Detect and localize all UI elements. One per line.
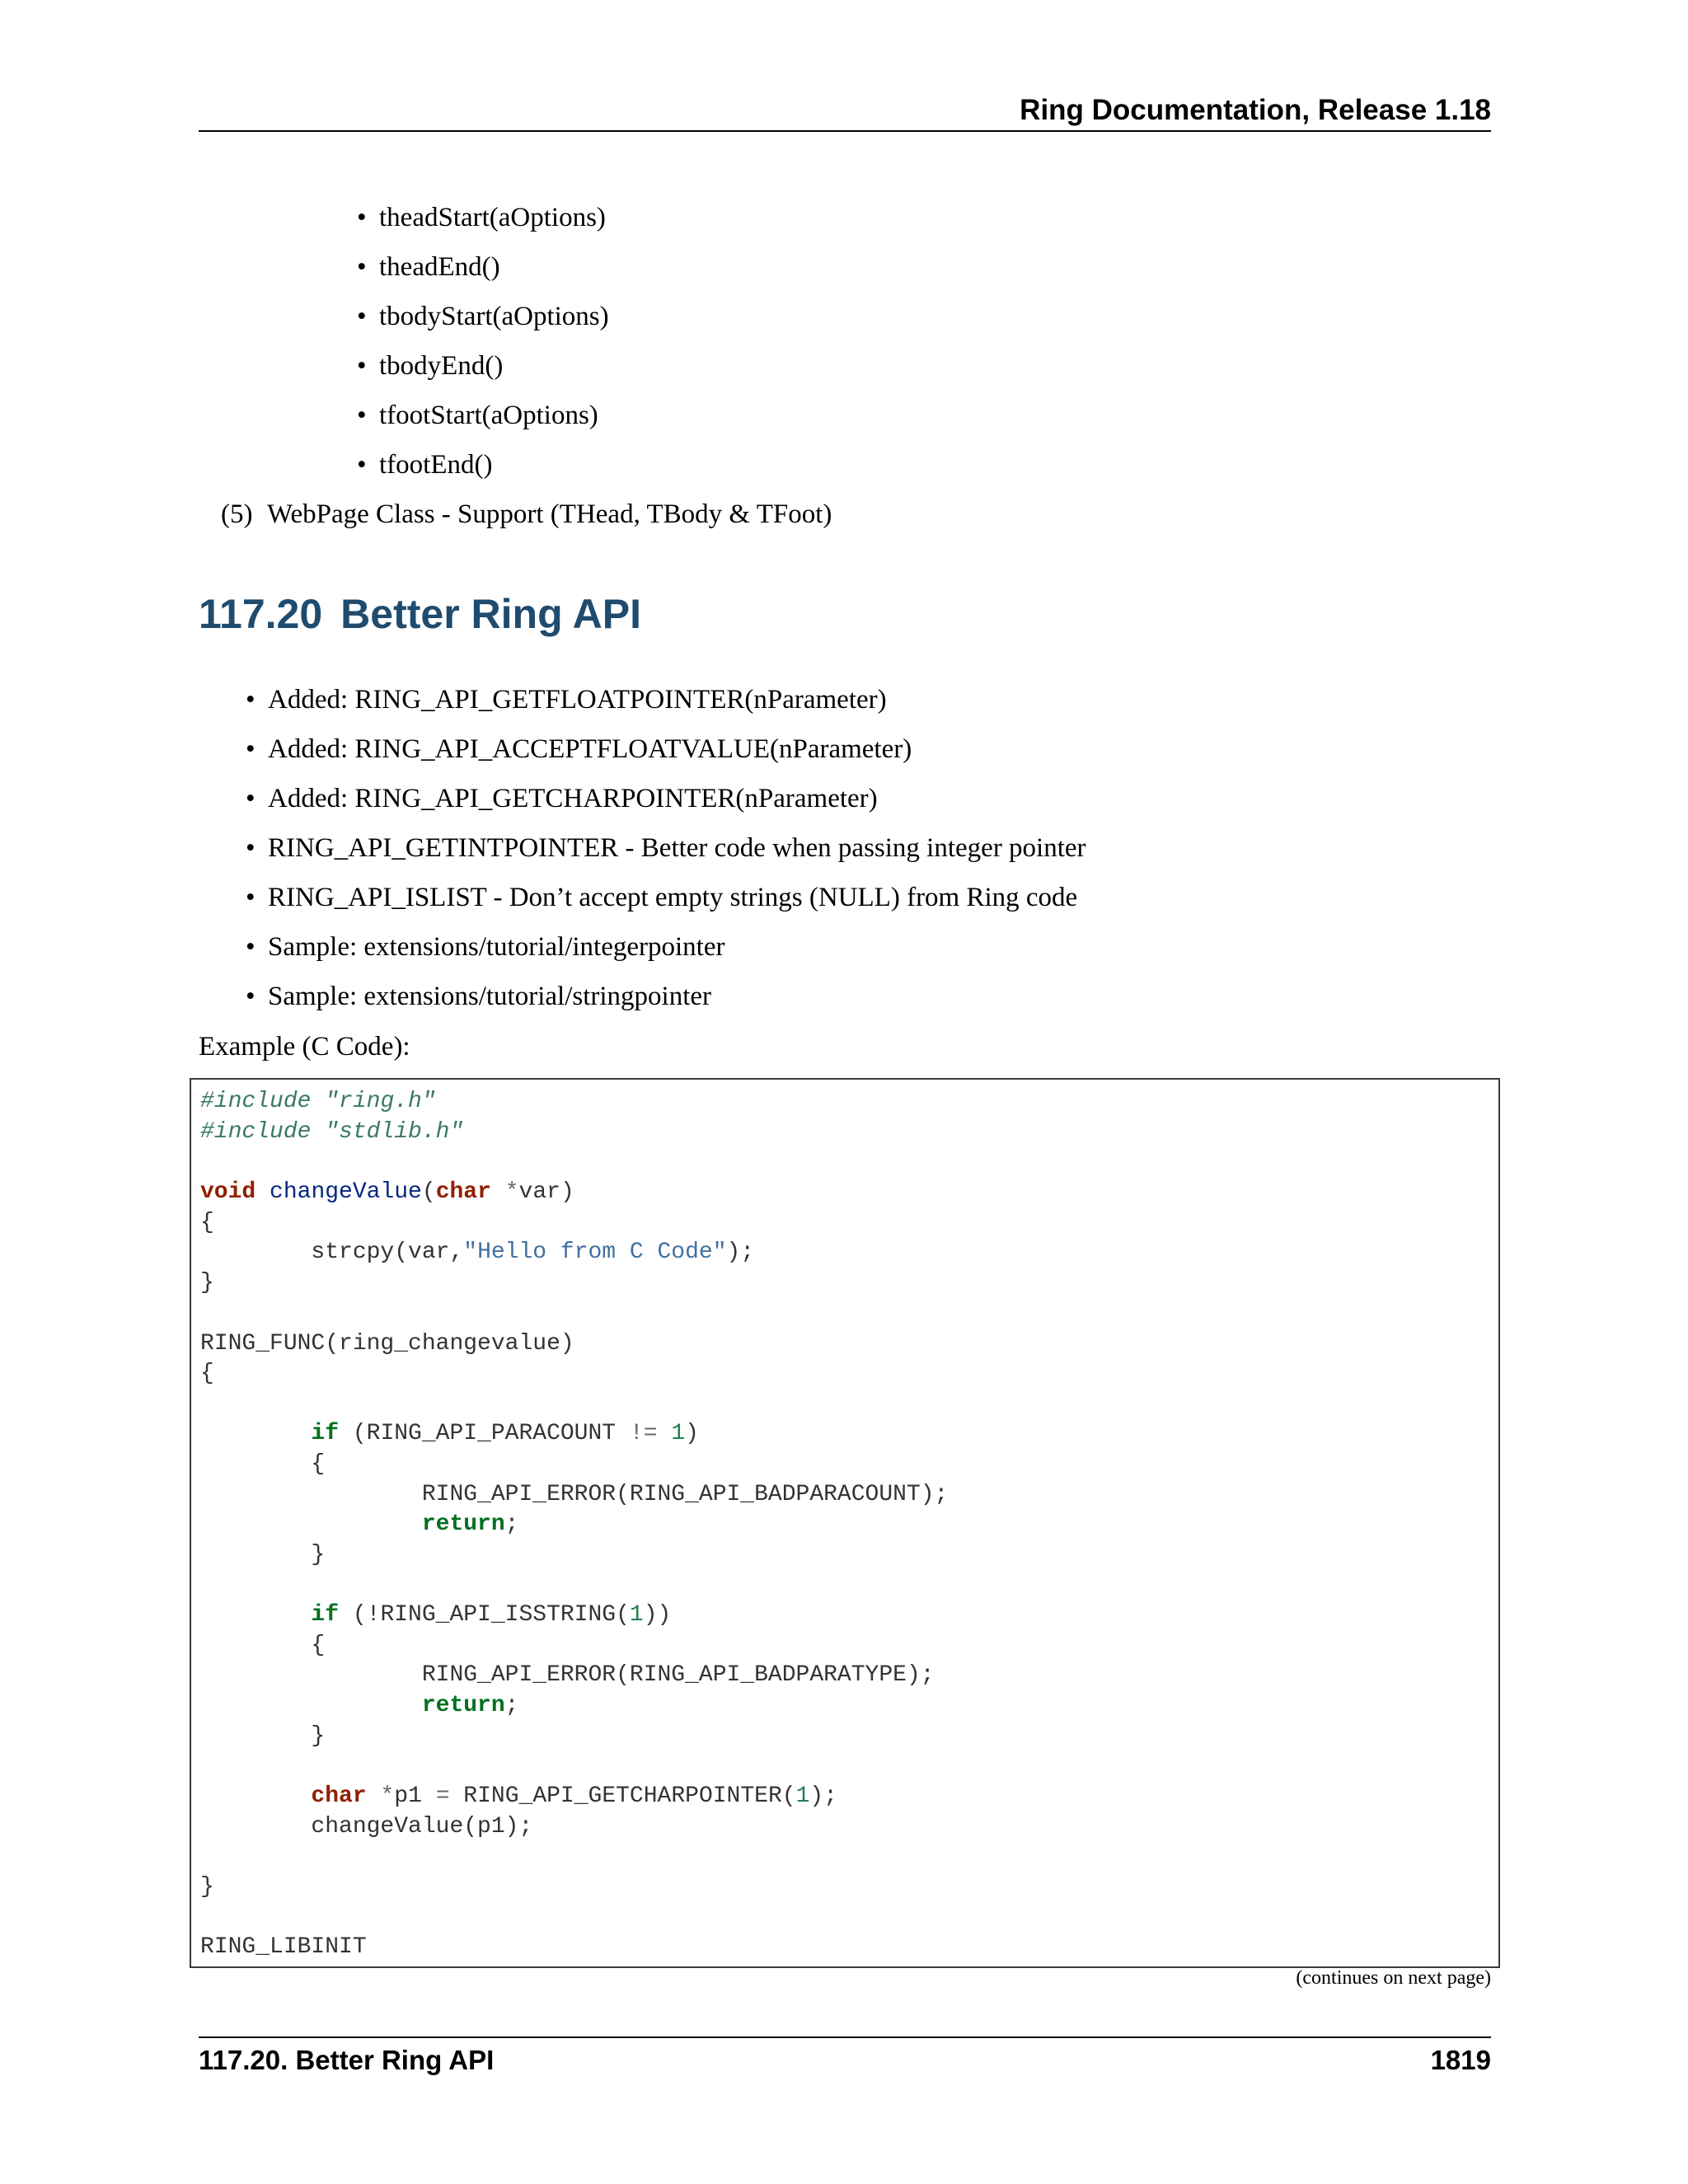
code-line: #include "stdlib.h" (200, 1119, 464, 1145)
list-item: • theadEnd() (379, 242, 609, 292)
code-line: } (200, 1723, 326, 1749)
list-item: • tfootStart(aOptions) (379, 391, 609, 440)
code-line: { (200, 1451, 326, 1477)
example-label: Example (C Code): (199, 1032, 410, 1062)
list-item: • tfootEnd() (379, 440, 609, 490)
continues-note: (continues on next page) (1296, 1967, 1491, 1989)
code-line: } (200, 1542, 326, 1568)
code-line: if (!RING_API_ISSTRING(1)) (311, 1602, 672, 1628)
list-item: • theadStart(aOptions) (379, 193, 609, 242)
list-item: • Sample: extensions/tutorial/integerpointer (268, 922, 1086, 972)
code-line: RING_LIBINIT (200, 1934, 367, 1960)
enum-marker: (5) (221, 499, 253, 529)
list-item: • Sample: extensions/tutorial/stringpointer (268, 972, 1086, 1021)
enumerated-item (221, 490, 832, 539)
code-line: char *p1 = RING_API_GETCHARPOINTER(1); (311, 1783, 837, 1809)
code-line: void changeValue(char *var) (200, 1179, 574, 1205)
page-number: 1819 (1430, 2045, 1491, 2075)
enum-text: WebPage Class - Support (THead, TBody & TFoot) (267, 499, 832, 529)
running-header: Ring Documentation, Release 1.18 (1020, 94, 1491, 126)
webpage-methods-list (379, 193, 609, 490)
code-line: { (200, 1633, 326, 1658)
list-item: • Added: RING_API_GETFLOATPOINTER(nParameter) (268, 675, 1086, 724)
code-line: #include "ring.h" (200, 1089, 436, 1114)
footer-section: 117.20. Better Ring API (199, 2045, 495, 2075)
code-line: return; (421, 1693, 519, 1718)
header-rule (199, 130, 1491, 132)
code-line: } (200, 1270, 214, 1296)
list-item: • RING_API_GETINTPOINTER - Better code when passing integer pointer (268, 823, 1086, 873)
code-line: { (200, 1361, 214, 1386)
code-line: RING_API_ERROR(RING_API_BADPARATYPE); (200, 1662, 935, 1688)
list-item: • tbodyEnd() (379, 341, 609, 391)
list-item: • RING_API_ISLIST - Don’t accept empty strings (NULL) from Ring code (268, 873, 1086, 922)
code-line: return; (421, 1511, 519, 1537)
list-item: • tbodyStart(aOptions) (379, 292, 609, 341)
section-number: 117.20 (199, 591, 323, 637)
code-line: strcpy(var,"Hello from C Code"); (200, 1240, 755, 1265)
footer-rule (199, 2036, 1491, 2038)
section-heading (199, 585, 641, 643)
list-item: • Added: RING_API_GETCHARPOINTER(nParameter) (268, 774, 1086, 823)
code-line: } (200, 1874, 214, 1900)
section-title: Better Ring API (340, 591, 642, 637)
code-line: { (200, 1210, 214, 1235)
code-line: if (RING_API_PARACOUNT != 1) (311, 1421, 699, 1446)
code-line: RING_FUNC(ring_changevalue) (200, 1331, 574, 1357)
code-block (190, 1078, 1500, 1968)
code-line: changeValue(p1); (200, 1814, 533, 1840)
code-line: RING_API_ERROR(RING_API_BADPARACOUNT); (200, 1482, 949, 1507)
list-item: • Added: RING_API_ACCEPTFLOATVALUE(nParameter) (268, 724, 1086, 774)
api-changes-list (268, 675, 1086, 1021)
